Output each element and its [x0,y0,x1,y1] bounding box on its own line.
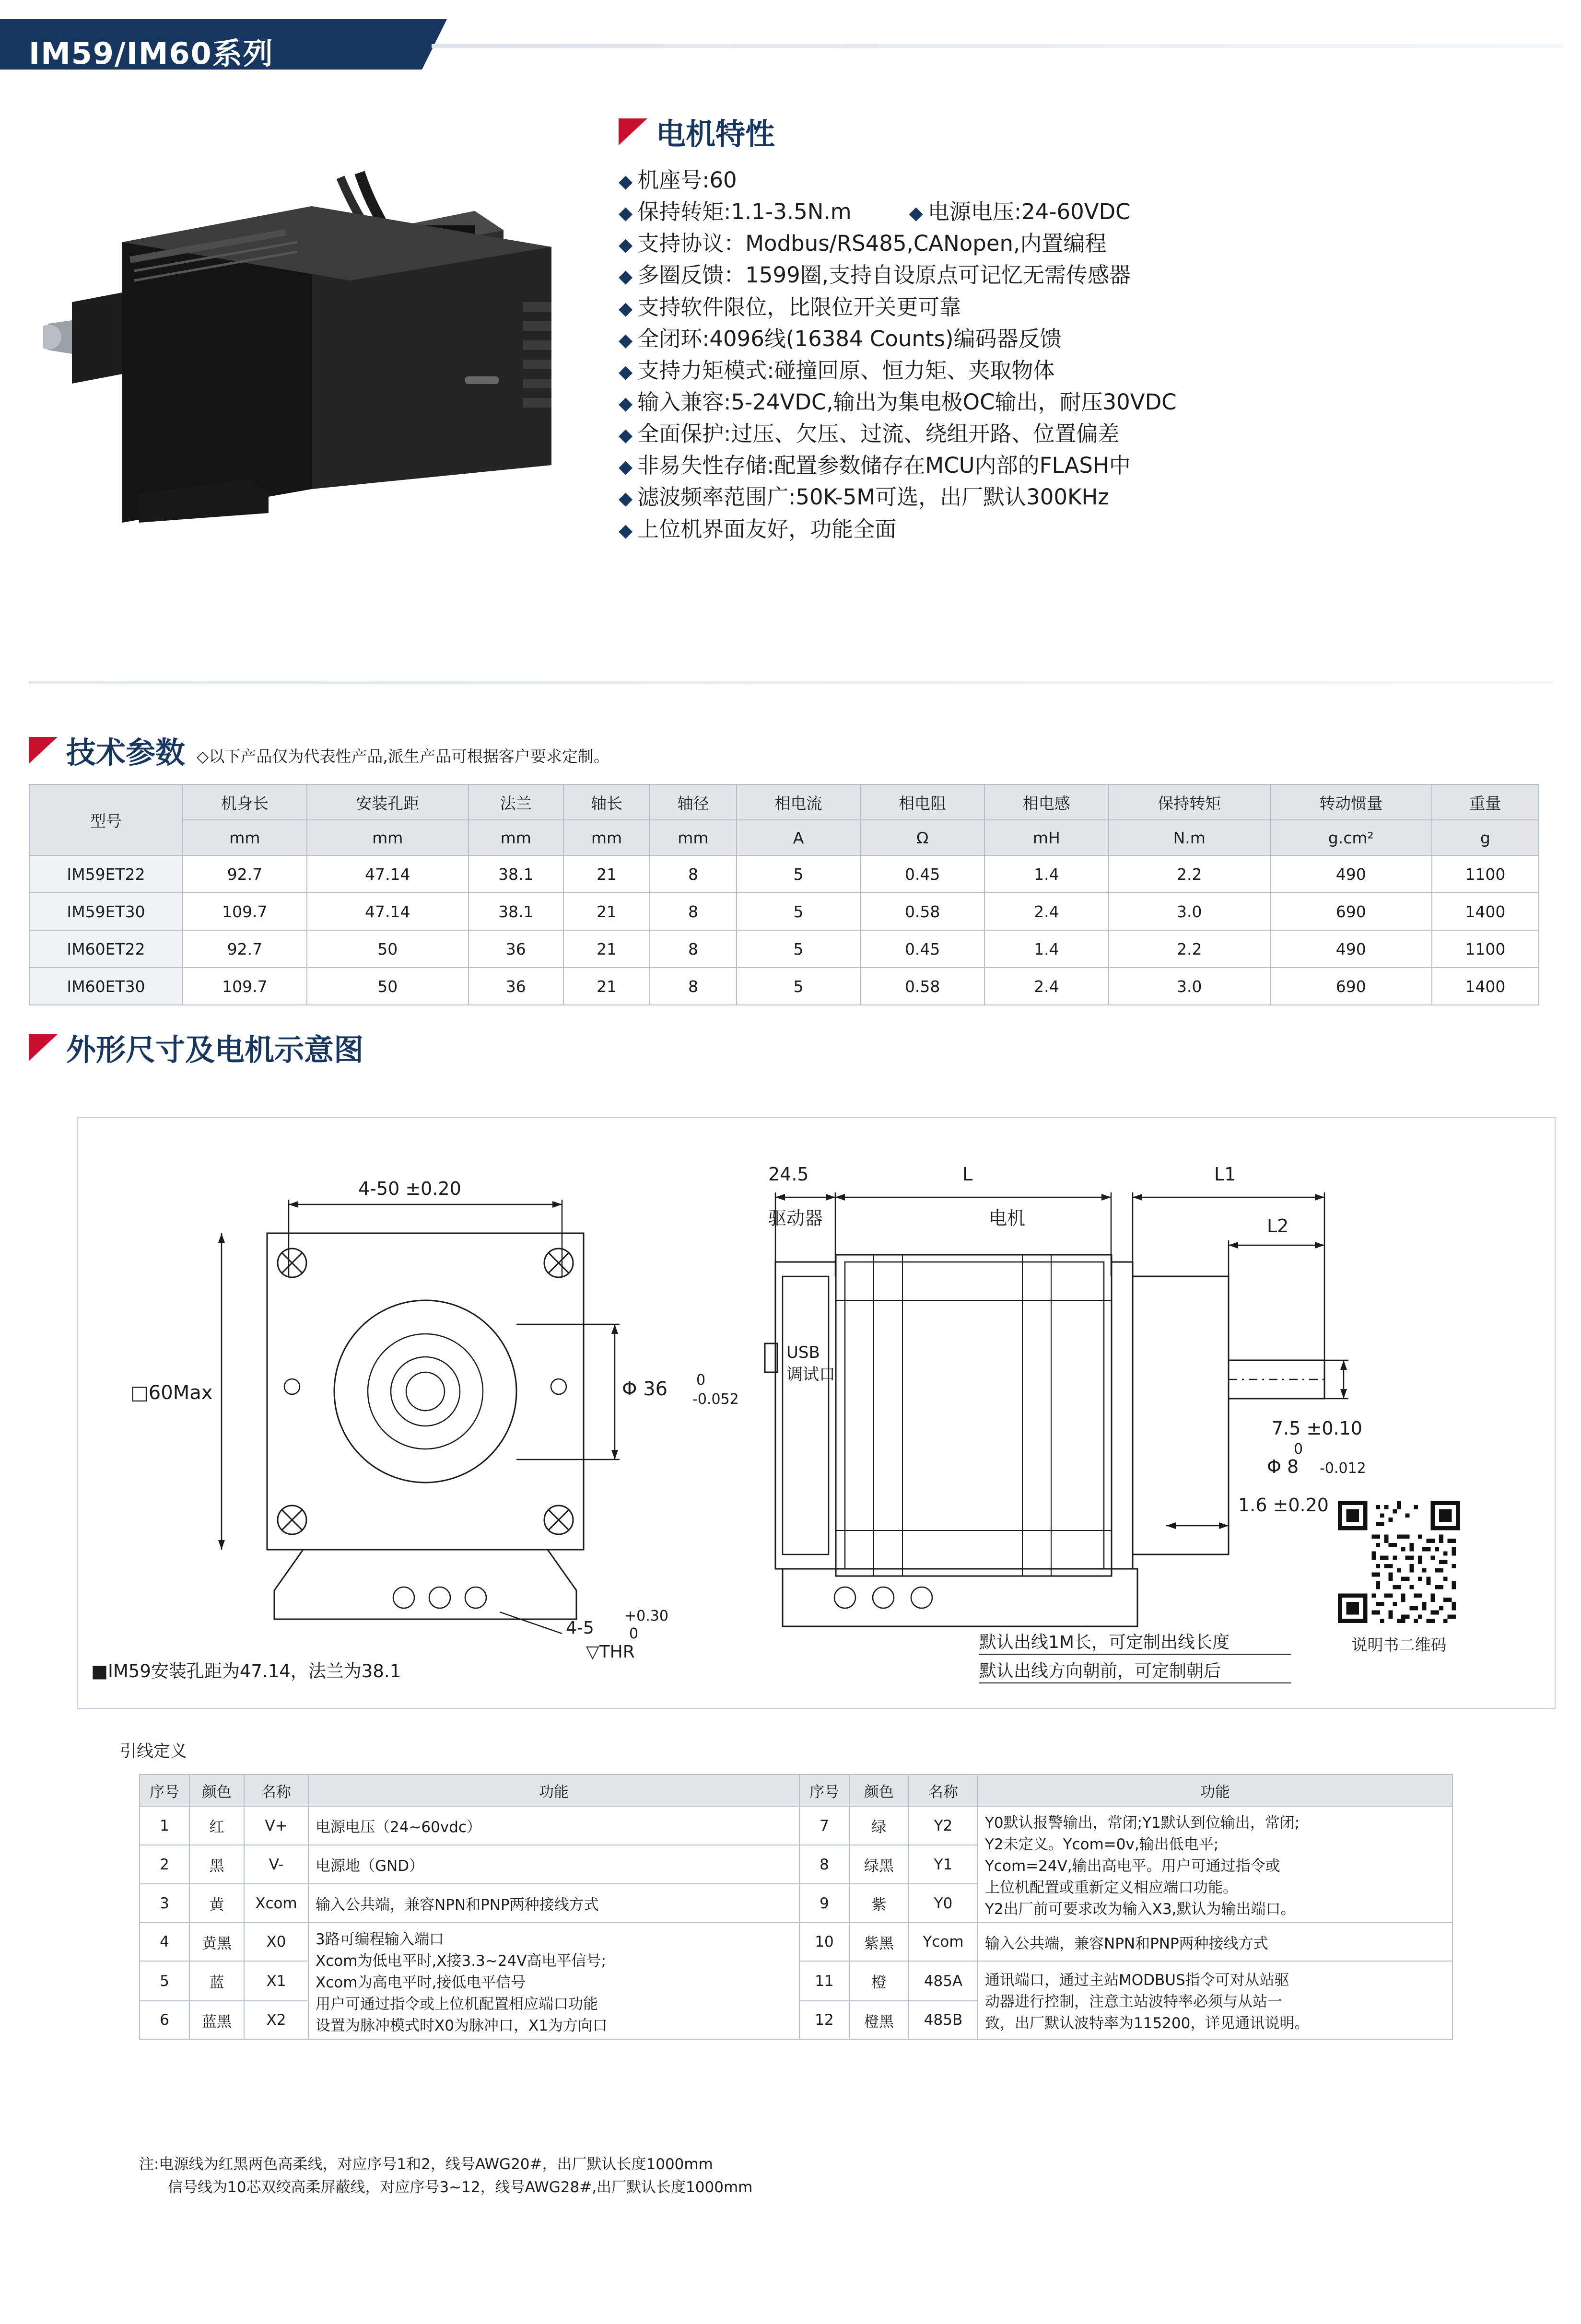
feature-item [619,228,1554,259]
lead-definition-label: 引线定义 [120,1742,187,1761]
svg-text:Φ 8: Φ 8 [1267,1456,1299,1477]
svg-text:驱动器: 驱动器 [768,1208,823,1229]
spec-unit: mm [650,820,736,855]
svg-text:0: 0 [629,1625,639,1642]
lead-func-line: Y0默认报警输出，常闭;Y1默认到位输出，常闭; [985,1814,1300,1832]
svg-text:-0.012: -0.012 [1320,1460,1366,1477]
feature-text: 滤波频率范围广:50K-5M可选，出厂默认300KHz [637,484,1109,510]
im59-note: ■IM59安装孔距为47.14，法兰为38.1 [91,1661,401,1682]
svg-text:L1: L1 [1214,1164,1236,1185]
lead-func: 电源地（GND） [308,1845,799,1884]
lead-color: 橙 [849,1961,909,2001]
diamond-icon: ◆ [619,488,633,509]
spec-cell: 109.7 [183,968,307,1005]
spec-unit: N.m [1109,820,1270,855]
spec-cell: 490 [1270,930,1432,968]
spec-cell: 490 [1270,855,1432,893]
lead-func-y [978,1806,1452,1923]
lead-definition-table [139,1774,1453,2040]
lead-func-line: 通讯端口，通过主站MODBUS指令可对从站驱 [985,1972,1289,1989]
spec-header-row [29,784,1539,820]
feature-text: 上位机界面友好，功能全面 [637,516,897,542]
lead-footnotes [139,2153,752,2199]
dimension-drawing [78,1118,1553,1706]
table-row [29,855,1539,893]
table-row [29,930,1539,968]
lead-header-row [140,1775,1452,1806]
svg-text:7.5 ±0.10: 7.5 ±0.10 [1272,1418,1362,1439]
diamond-icon: ◆ [909,202,923,224]
lead-no: 7 [799,1806,849,1845]
tech-params-title: 技术参数 [66,735,186,770]
lead-no: 11 [799,1961,849,2001]
spec-unit: mH [984,820,1109,855]
lead-no: 5 [140,1961,189,2001]
lead-func-line: Xcom为高电平时,接低电平信号 [316,1974,526,1991]
spec-unit: A [737,820,861,855]
feature-text: 多圈反馈：1599圈,支持自设原点可记忆无需传感器 [637,262,1131,288]
spec-cell: 5 [737,855,861,893]
spec-cell: 5 [737,893,861,930]
diamond-icon: ◆ [619,329,633,350]
lead-func-line: 动器进行控制，注意主站波特率必须与从站一 [985,1993,1282,2010]
feature-text: 支持力矩模式:碰撞回原、恒力矩、夹取物体 [637,357,1055,383]
lead-name: Y0 [909,1884,978,1923]
spec-cell: 47.14 [307,855,468,893]
tech-params-title-row [29,729,185,771]
spec-cell: IM60ET30 [29,968,183,1005]
lead-name: X2 [244,2001,308,2039]
diamond-icon: ◆ [619,234,633,256]
spec-cell: 8 [650,930,736,968]
spec-cell: 0.58 [860,893,984,930]
lead-col-header: 功能 [308,1775,799,1806]
lead-name: V+ [244,1806,308,1845]
spec-cell: 50 [307,930,468,968]
feature-text: 非易失性存储:配置参数储存在MCU内部的FLASH中 [637,453,1131,479]
svg-text:4-50 ±0.20: 4-50 ±0.20 [358,1178,461,1199]
feature-item [619,259,1554,291]
svg-text:默认出线1M长，可定制出线长度: 默认出线1M长，可定制出线长度 [979,1633,1230,1652]
lead-col-header: 名称 [244,1775,308,1806]
flag-icon [29,1034,58,1061]
lead-no: 8 [799,1845,849,1884]
spec-col-header: 转动惯量 [1270,784,1432,820]
flag-icon [619,118,647,145]
svg-text:▽THR: ▽THR [586,1642,635,1662]
lead-color: 蓝 [189,1961,244,2001]
feature-item [619,418,1554,450]
lead-color: 绿 [849,1806,909,1845]
spec-col-header: 轴长 [563,784,650,820]
feature-item [619,386,1554,418]
lead-func-line: 致，出厂默认波特率为115200，详见通讯说明。 [985,2015,1310,2032]
lead-col-header: 颜色 [849,1775,909,1806]
svg-text:L: L [962,1164,973,1185]
spec-cell: 36 [468,930,563,968]
feature-text: 支持协议：Modbus/RS485,CANopen,内置编程 [637,231,1107,257]
spec-cell: 2.4 [984,968,1109,1005]
features-section [619,110,1554,545]
svg-text:+0.30: +0.30 [624,1608,668,1624]
lead-func-485 [978,1961,1452,2039]
footnote-line: 信号线为10芯双绞高柔屏蔽线，对应序号3~12，线号AWG28#,出厂默认长度1000mm [168,2179,753,2196]
feature-item [619,164,1554,196]
svg-text:Φ 36: Φ 36 [622,1378,668,1400]
svg-text:4-5: 4-5 [566,1618,594,1638]
feature-text: 机座号:60 [637,167,737,193]
spec-cell: 8 [650,855,736,893]
feature-text: 保持转矩:1.1-3.5N.m [637,199,852,225]
dimensions-title: 外形尺寸及电机示意图 [66,1032,364,1067]
spec-unit: g [1432,820,1539,855]
lead-func-line: 3路可编程输入端口 [316,1931,444,1948]
spec-col-header: 相电流 [737,784,861,820]
spec-cell: 690 [1270,968,1432,1005]
features-title-row [619,110,1554,153]
feature-text: 输入兼容:5-24VDC,输出为集电极OC输出，耐压30VDC [637,389,1177,415]
spec-cell: 2.4 [984,893,1109,930]
spec-cell: 2.2 [1109,930,1270,968]
lead-name: X0 [244,1923,308,1961]
spec-col-header: 相电感 [984,784,1109,820]
footnote-line: 注:电源线为红黑两色高柔线，对应序号1和2，线号AWG20#，出厂默认长度1000mm [139,2156,713,2173]
lead-no: 2 [140,1845,189,1884]
lead-func-line: 上位机配置或重新定义相应端口功能。 [985,1879,1238,1896]
spec-cell: IM59ET30 [29,893,183,930]
spec-cell: 1.4 [984,930,1109,968]
lead-col-header: 功能 [978,1775,1452,1806]
lead-col-header: 序号 [799,1775,849,1806]
lead-color: 蓝黑 [189,2001,244,2039]
diamond-icon: ◆ [619,361,633,382]
diamond-icon: ◆ [619,171,633,192]
diamond-icon: ◆ [619,392,633,414]
spec-col-header: 轴径 [650,784,736,820]
spec-col-header: 相电阻 [860,784,984,820]
spec-table [29,784,1539,1005]
lead-func-line: Ycom=24V,输出高电平。用户可通过指令或 [985,1857,1280,1875]
table-row [140,1923,1452,1961]
lead-no: 1 [140,1806,189,1845]
lead-func: 输入公共端，兼容NPN和PNP两种接线方式 [978,1923,1452,1961]
spec-unit: mm [307,820,468,855]
lead-color: 橙黑 [849,2001,909,2039]
spec-cell: 38.1 [468,855,563,893]
diamond-icon: ◆ [619,266,633,287]
lead-func: 输入公共端，兼容NPN和PNP两种接线方式 [308,1884,799,1923]
lead-name: Ycom [909,1923,978,1961]
spec-cell: 38.1 [468,893,563,930]
svg-text:24.5: 24.5 [768,1164,809,1185]
feature-item [619,481,1554,513]
spec-cell: 2.2 [1109,855,1270,893]
feature-text: 全闭环:4096线(16384 Counts)编码器反馈 [637,326,1062,351]
lead-color: 黑 [189,1845,244,1884]
diamond-icon: ◆ [619,519,633,541]
lead-no: 12 [799,2001,849,2039]
spec-unit: mm [183,820,307,855]
section-divider [29,681,1554,684]
dimensions-title-row [29,1026,363,1069]
svg-text:电机: 电机 [989,1208,1026,1229]
spec-unit: g.cm² [1270,820,1432,855]
lead-color: 红 [189,1806,244,1845]
feature-text: 电源电压:24-60VDC [927,199,1131,225]
spec-cell: 0.45 [860,855,984,893]
spec-col-header: 法兰 [468,784,563,820]
spec-cell: 21 [563,855,650,893]
tech-params-section [29,729,1539,1005]
feature-text: 支持软件限位，比限位开关更可靠 [637,294,961,320]
lead-name: Xcom [244,1884,308,1923]
spec-col-header: 安装孔距 [307,784,468,820]
lead-func: 电源电压（24~60vdc） [308,1806,799,1845]
lead-col-header: 名称 [909,1775,978,1806]
lead-no: 4 [140,1923,189,1961]
feature-item [619,292,1554,323]
lead-color: 紫 [849,1884,909,1923]
spec-cell: 8 [650,968,736,1005]
lead-name: Y2 [909,1806,978,1845]
features-title: 电机特性 [656,117,775,152]
lead-color: 黄黑 [189,1923,244,1961]
page-title: IM59/IM60系列 [29,36,274,71]
lead-no: 3 [140,1884,189,1923]
lead-col-header: 序号 [140,1775,189,1806]
spec-cell: 92.7 [183,930,307,968]
svg-text:L2: L2 [1267,1215,1289,1237]
lead-no: 6 [140,2001,189,2039]
spec-cell: 50 [307,968,468,1005]
spec-cell: 3.0 [1109,893,1270,930]
table-row [140,1806,1452,1845]
tech-params-note: ◇以下产品仅为代表性产品,派生产品可根据客户要求定制。 [197,747,609,766]
spec-cell: 1100 [1432,930,1539,968]
lead-name: X1 [244,1961,308,2001]
diamond-icon: ◆ [619,424,633,446]
spec-cell: 5 [737,930,861,968]
lead-func-line: Xcom为低电平时,X接3.3~24V高电平信号; [316,1952,606,1970]
svg-text:默认出线方向朝前，可定制朝后: 默认出线方向朝前，可定制朝后 [979,1661,1221,1681]
spec-cell: 21 [563,930,650,968]
lead-func-line: 用户可通过指令或上位机配置相应端口功能 [316,1996,598,2013]
lead-func-line: Y2未定义。Ycom=0v,输出低电平; [985,1836,1219,1853]
lead-name: V- [244,1845,308,1884]
spec-cell: 21 [563,893,650,930]
spec-col-header: 保持转矩 [1109,784,1270,820]
motor-product-photo [43,158,595,527]
diamond-icon: ◆ [619,456,633,478]
svg-text:USB: USB [786,1343,820,1362]
svg-text:1.6 ±0.20: 1.6 ±0.20 [1238,1495,1329,1516]
spec-cell: 1400 [1432,968,1539,1005]
spec-cell: 1100 [1432,855,1539,893]
svg-text:0: 0 [1294,1441,1303,1458]
spec-col-header: 型号 [29,784,183,855]
spec-cell: 8 [650,893,736,930]
svg-text:0: 0 [696,1372,706,1389]
qr-code [1338,1501,1460,1623]
svg-text:调试口: 调试口 [786,1365,835,1384]
diamond-icon: ◆ [619,202,633,224]
spec-cell: 92.7 [183,855,307,893]
spec-unit-row [29,820,1539,855]
spec-cell: 690 [1270,893,1432,930]
flag-icon [29,737,58,764]
spec-col-header: 机身长 [183,784,307,820]
spec-cell: 3.0 [1109,968,1270,1005]
lead-func-x [308,1923,799,2039]
spec-cell: 47.14 [307,893,468,930]
spec-cell: 0.58 [860,968,984,1005]
lead-color: 绿黑 [849,1845,909,1884]
lead-color: 黄 [189,1884,244,1923]
lead-name: 485B [909,2001,978,2039]
spec-unit: mm [468,820,563,855]
svg-text:□60Max: □60Max [130,1382,213,1404]
feature-item [619,355,1554,386]
features-list [619,164,1554,545]
table-row [29,893,1539,930]
spec-cell: 0.45 [860,930,984,968]
spec-cell: IM60ET22 [29,930,183,968]
tech-params-header [29,729,1539,771]
spec-cell: 21 [563,968,650,1005]
feature-item [619,196,1554,228]
diamond-icon: ◆ [619,297,633,319]
spec-cell: 36 [468,968,563,1005]
table-row [29,968,1539,1005]
lead-func-line: Y2出厂前可要求改为输入X3,默认为输出端口。 [985,1901,1296,1918]
feature-item [619,514,1554,545]
header-divider [432,44,1563,48]
svg-text:-0.052: -0.052 [692,1391,739,1408]
lead-col-header: 颜色 [189,1775,244,1806]
spec-unit: Ω [860,820,984,855]
lead-no: 9 [799,1884,849,1923]
spec-cell: 1.4 [984,855,1109,893]
lead-name: Y1 [909,1845,978,1884]
spec-col-header: 重量 [1432,784,1539,820]
feature-item [619,323,1554,355]
lead-color: 紫黑 [849,1923,909,1961]
feature-item [619,450,1554,481]
lead-func-line: 设置为脉冲模式时X0为脉冲口，X1为方向口 [316,2017,608,2034]
lead-name: 485A [909,1961,978,2001]
spec-unit: mm [563,820,650,855]
dimension-drawing-panel [77,1117,1556,1709]
qr-caption: 说明书二维码 [1351,1635,1447,1654]
spec-cell: IM59ET22 [29,855,183,893]
page-header [0,19,1581,70]
spec-cell: 109.7 [183,893,307,930]
spec-cell: 1400 [1432,893,1539,930]
lead-no: 10 [799,1923,849,1961]
feature-text: 全面保护:过压、欠压、过流、绕组开路、位置偏差 [637,421,1120,447]
spec-cell: 5 [737,968,861,1005]
